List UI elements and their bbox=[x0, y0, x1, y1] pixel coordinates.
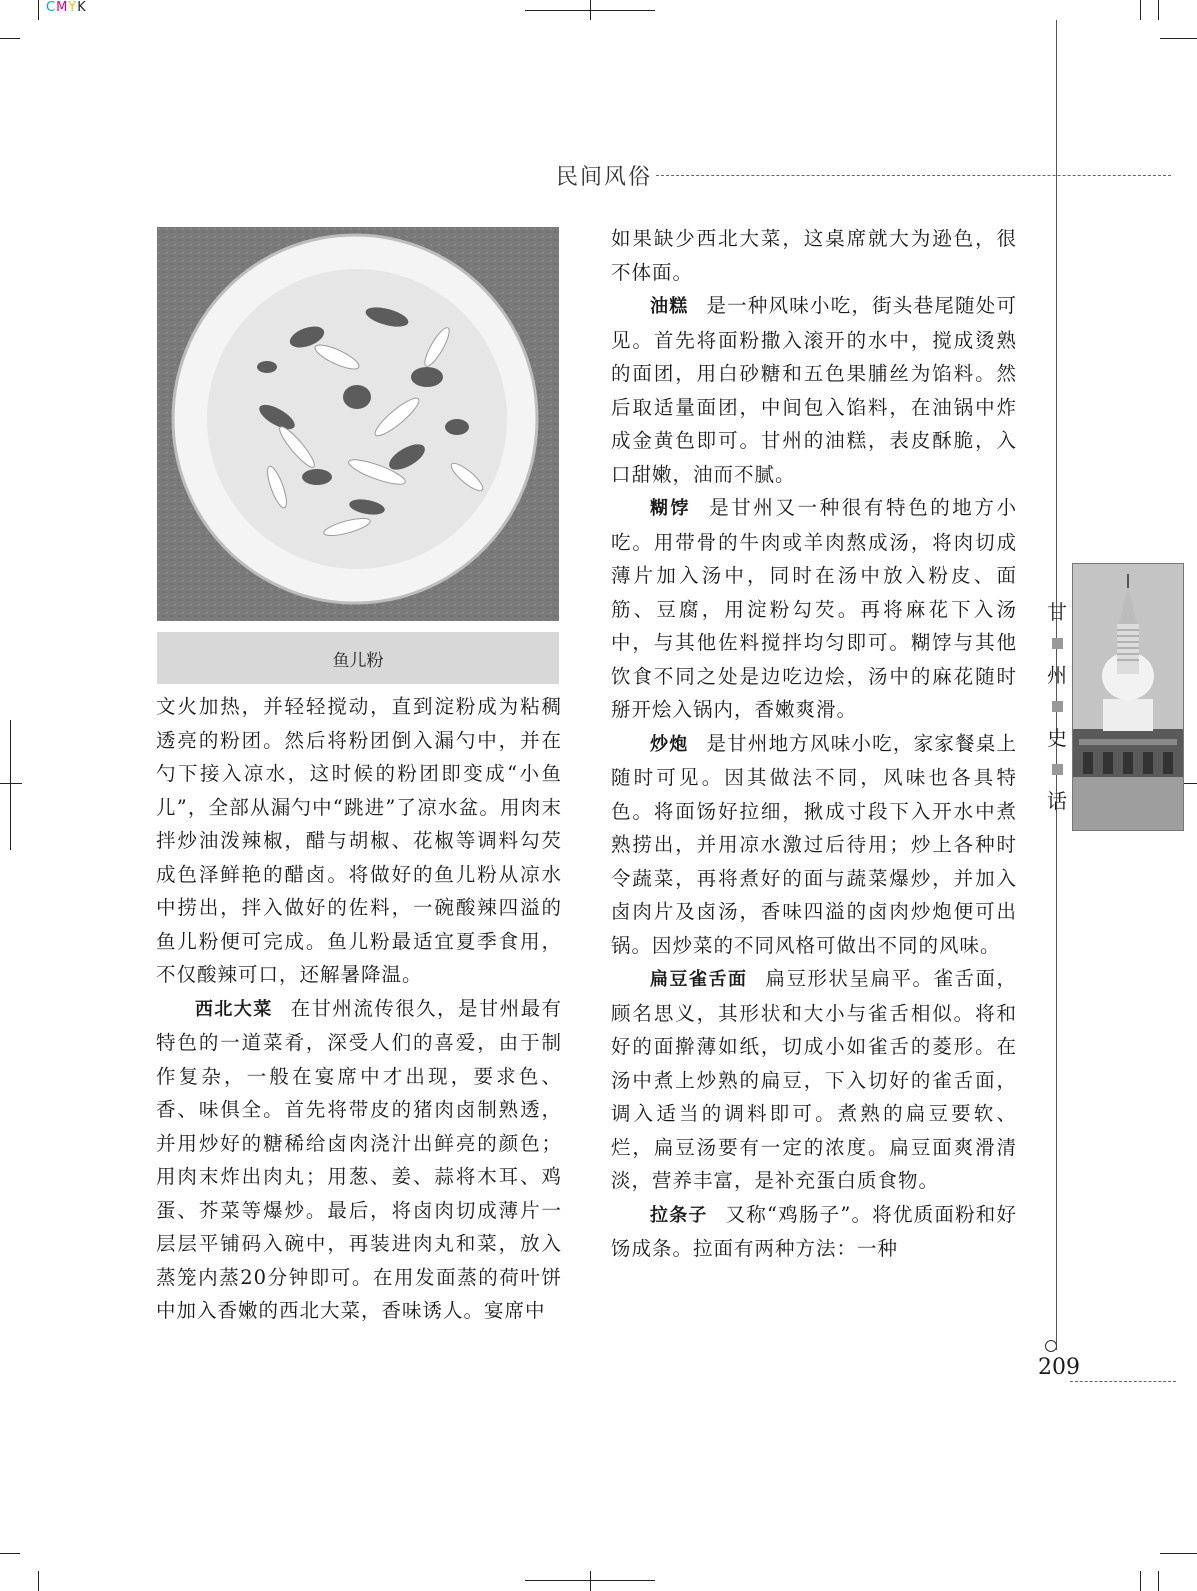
crop-mark bbox=[590, 1571, 591, 1591]
photo-caption: 鱼儿粉 bbox=[157, 632, 559, 684]
paragraph-text: 在甘州流传很久，是甘州最有特色的一道菜肴，深受人们的喜爱，由于制作复杂，一般在宴席中才出现，要求色、香、味俱全。首先将带皮的猪肉卤制熟透，并用炒好的糖稀给卤肉浇汁出鲜亮的颜色；用肉末炸出肉丸；用葱、姜、蒜将木耳、鸡蛋、芥菜等爆炒。最后，将卤肉切成薄片一层层平铺码入碗中，再装进肉丸和菜，放入蒸笼内蒸20分钟即可。在用发面蒸的荷叶饼中加入香嫩的西北大菜，香味诱人。宴席中 bbox=[156, 996, 562, 1322]
paragraph-text: 是甘州地方风味小吃，家家餐桌上随时可见。因其做法不同，风味也各具特色。将面饧好拉细，揪成寸段下入开水中煮熟捞出，并用凉水激过后待用；炒上各种时令蔬菜，再将煮好的面与蔬菜爆炒，并加入卤肉片及卤汤，香味四溢的卤肉炒炮便可出锅。因炒菜的不同风格可做出不同的风味。 bbox=[611, 731, 1017, 957]
dish-heading: 糊饽 bbox=[650, 498, 692, 519]
dish-photo bbox=[157, 227, 559, 621]
crop-mark bbox=[1160, 38, 1197, 39]
paragraph bbox=[611, 289, 1017, 491]
cmyk-k: K bbox=[77, 0, 87, 15]
title-char: 话 bbox=[1047, 789, 1067, 813]
crop-mark bbox=[0, 38, 20, 39]
crop-mark bbox=[38, 1571, 39, 1591]
left-text-column bbox=[156, 690, 562, 1328]
cmyk-c: C bbox=[46, 0, 57, 15]
paragraph bbox=[156, 992, 562, 1328]
crop-mark bbox=[590, 0, 591, 20]
title-separator bbox=[1052, 701, 1063, 712]
title-char: 甘 bbox=[1047, 600, 1067, 624]
crop-mark bbox=[10, 720, 11, 850]
paragraph bbox=[611, 222, 1017, 289]
title-char: 州 bbox=[1047, 663, 1067, 687]
page-number: 209 bbox=[1038, 1355, 1080, 1380]
cmyk-m: M bbox=[56, 0, 69, 15]
title-separator bbox=[1052, 638, 1063, 649]
dish-heading: 炒炮 bbox=[650, 733, 689, 755]
page-number-ornament bbox=[1045, 1340, 1057, 1352]
paragraph-text: 是一种风味小吃，街头巷尾随处可见。首先将面粉撒入滚开的水中，搅成烫熟的面团，用白砂糖和五色果脯丝为馅料。然后取适量面团，中间包入馅料，在油锅中炸成金黄色即可。甘州的油糕，表皮酥脆，入口甜嫩，油而不腻。 bbox=[611, 294, 1017, 486]
crop-mark bbox=[1158, 0, 1159, 20]
paragraph-text: 又称“鸡肠子”。将优质面粉和好饧成条。拉面有两种方法：一种 bbox=[611, 1202, 1017, 1260]
crop-mark bbox=[1140, 1571, 1141, 1591]
dish-heading: 油糕 bbox=[650, 296, 689, 317]
dish-heading: 西北大菜 bbox=[195, 998, 273, 1020]
title-char: 史 bbox=[1047, 726, 1067, 750]
paragraph bbox=[156, 690, 562, 992]
footer-dashed-rule bbox=[1070, 1381, 1176, 1382]
title-separator bbox=[1052, 764, 1063, 775]
paragraph bbox=[611, 491, 1017, 727]
paragraph bbox=[611, 962, 1017, 1198]
paragraph-text: 是甘州又一种很有特色的地方小吃。用带骨的牛肉或羊肉熬成汤，将肉切成薄片加入汤中，同时在汤中放入粉皮、面筋、豆腐，用淀粉勾芡。再将麻花下入汤中，与其他佐料搅拌均匀即可。糊饽与其他饮食不同之处是边吃边烩，汤中的麻花随时掰开烩入锅内，香嫩爽滑。 bbox=[611, 496, 1017, 721]
pagoda-photo bbox=[1072, 563, 1184, 831]
right-text-column bbox=[611, 222, 1017, 1266]
paragraph-text: 如果缺少西北大菜，这桌席就大为逊色，很不体面。 bbox=[611, 227, 1017, 284]
dish-heading: 扁豆雀舌面 bbox=[650, 969, 748, 990]
dish-heading: 拉条子 bbox=[650, 1204, 708, 1226]
color-bar-label bbox=[46, 0, 87, 15]
pagoda-illustration bbox=[1073, 564, 1183, 830]
dish-illustration bbox=[157, 227, 559, 621]
crop-mark bbox=[38, 0, 39, 20]
paragraph-text: 扁豆形状呈扁平。雀舌面，顾名思义，其形状和大小与雀舌相似。将和好的面擀薄如纸，切成小如雀舌的菱形。在汤中煮上炒熟的扁豆，下入切好的雀舌面，调入适当的调料即可。煮熟的扁豆要软、烂，扁豆汤要有一定的浓度。扁豆面爽滑清淡，营养丰富，是补充蛋白质食物。 bbox=[611, 967, 1017, 1192]
book-title-vertical bbox=[1044, 596, 1070, 817]
paragraph bbox=[611, 727, 1017, 963]
cmyk-y: Y bbox=[68, 0, 78, 15]
crop-mark bbox=[1140, 0, 1141, 20]
paragraph-text: 文火加热，并轻轻搅动，直到淀粉成为粘稠透亮的粉团。然后将粉团倒入漏勺中，并在勺下接入凉水，这时候的粉团即变成“小鱼儿”，全部从漏勺中“跳进”了凉水盆。用肉末拌炒油泼辣椒，醋与胡椒、花椒等调料勾芡成色泽鲜艳的醋卤。将做好的鱼儿粉从凉水中捞出，拌入做好的佐料，一碗酸辣四溢的鱼儿粉便可完成。鱼儿粉最适宜夏季食用，不仅酸辣可口，还解暑降温。 bbox=[156, 695, 562, 986]
crop-mark bbox=[0, 783, 22, 784]
crop-mark bbox=[1160, 1553, 1197, 1554]
crop-mark bbox=[1158, 1571, 1159, 1591]
paragraph bbox=[611, 1198, 1017, 1266]
crop-mark bbox=[0, 1553, 20, 1554]
header-dashed-rule bbox=[656, 175, 1171, 176]
section-title: 民间风俗 bbox=[556, 165, 653, 190]
